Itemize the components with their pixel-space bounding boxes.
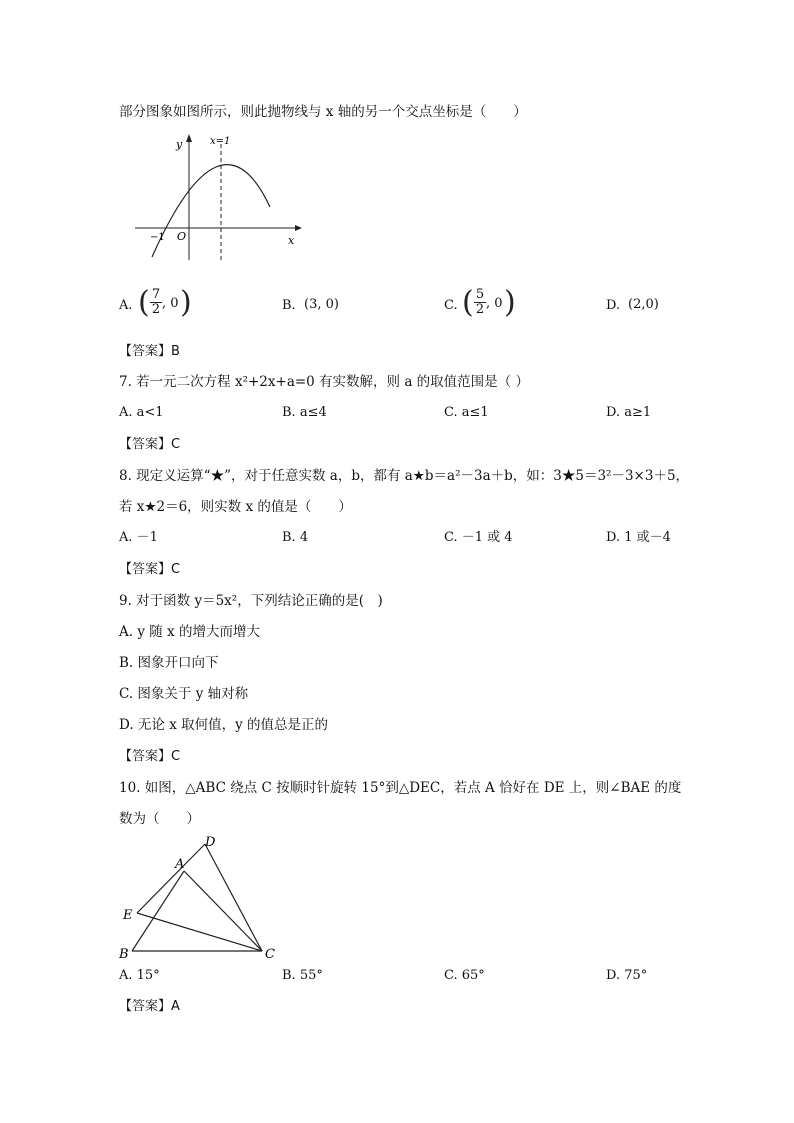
q10-answer: 【答案】A: [119, 999, 180, 1014]
q8-option-b: B. 4: [282, 530, 309, 545]
q6-option-c-label: C.: [444, 298, 458, 313]
q10-option-a: A. 15°: [119, 968, 160, 983]
q9-stem: 9. 对于函数 y＝5x²，下列结论正确的是( ): [119, 593, 383, 609]
q6-option-d: (2,0): [628, 297, 659, 312]
q6-option-b-label: B.: [282, 298, 296, 313]
q9-option-a: A. y 随 x 的增大而增大: [119, 624, 260, 640]
point-b-label: B: [119, 947, 129, 962]
q10-option-b: B. 55°: [282, 968, 323, 983]
q7-option-c: C. a≤1: [444, 405, 489, 420]
y-axis-label: y: [176, 138, 183, 151]
q10-triangle-figure: [117, 833, 287, 963]
q6-stem: 部分图象如图所示，则此抛物线与 x 轴的另一个交点坐标是（ ）: [119, 104, 527, 120]
q10-option-d: D. 75°: [606, 968, 648, 983]
q6-parabola-graph: [130, 132, 310, 262]
q6-answer: 【答案】B: [119, 344, 180, 359]
q8-option-a: A. －1: [119, 530, 158, 545]
q7-option-b: B. a≤4: [282, 405, 327, 420]
q8-answer: 【答案】C: [119, 562, 181, 577]
neg-one-label: −1: [150, 232, 165, 243]
q6-option-a-label: A.: [119, 298, 133, 313]
q6-option-d-label: D.: [606, 298, 621, 313]
q6-option-a-fraction: $\frac{7}{2}$: [151, 287, 161, 317]
point-a-label: A: [175, 857, 185, 872]
q7-answer: 【答案】C: [119, 437, 181, 452]
q7-stem: 7. 若一元二次方程 x²+2x+a=0 有实数解，则 a 的取值范围是（ ）: [119, 374, 529, 390]
q10-stem-line-2: 数为（ ）: [119, 811, 200, 827]
q6-option-b: (3, 0): [304, 297, 339, 312]
q6-option-c: ( $\frac{5}{2}$ , 0 ): [462, 285, 516, 320]
point-d-label: D: [205, 835, 216, 850]
q6-option-a: ( $\frac{7}{2}$ , 0 ): [138, 285, 192, 320]
q7-option-a: A. a<1: [119, 405, 164, 420]
q9-option-b: B. 图象开口向下: [119, 655, 219, 671]
q10-stem-line-1: 10. 如图，△ABC 绕点 C 按顺时针旋转 15°到△DEC，若点 A 恰好在 DE 上，则∠BAE 的度: [119, 780, 682, 796]
point-c-label: C: [265, 947, 275, 962]
q8-stem-line-2: 若 x★2＝6，则实数 x 的值是（ ）: [119, 499, 352, 515]
q8-option-d: D. 1 或－4: [606, 530, 671, 545]
q6-option-c-fraction: $\frac{5}{2}$: [475, 287, 485, 317]
q8-stem-line-1: 8. 现定义运算“★”，对于任意实数 a，b，都有 a★b＝a²－3a＋b，如：3★5＝3²－3×3＋5，: [119, 468, 690, 484]
point-e-label: E: [123, 908, 133, 923]
x-axis-label: x: [288, 234, 295, 247]
q9-option-c: C. 图象关于 y 轴对称: [119, 686, 249, 702]
q7-option-d: D. a≥1: [606, 405, 652, 420]
q8-option-c: C. －1 或 4: [444, 530, 513, 545]
q9-answer: 【答案】C: [119, 749, 181, 764]
origin-label: O: [177, 230, 187, 243]
q10-option-c: C. 65°: [444, 968, 485, 983]
q9-option-d: D. 无论 x 取何值，y 的值总是正的: [119, 717, 329, 733]
symmetry-axis-label: x=1: [210, 136, 231, 147]
